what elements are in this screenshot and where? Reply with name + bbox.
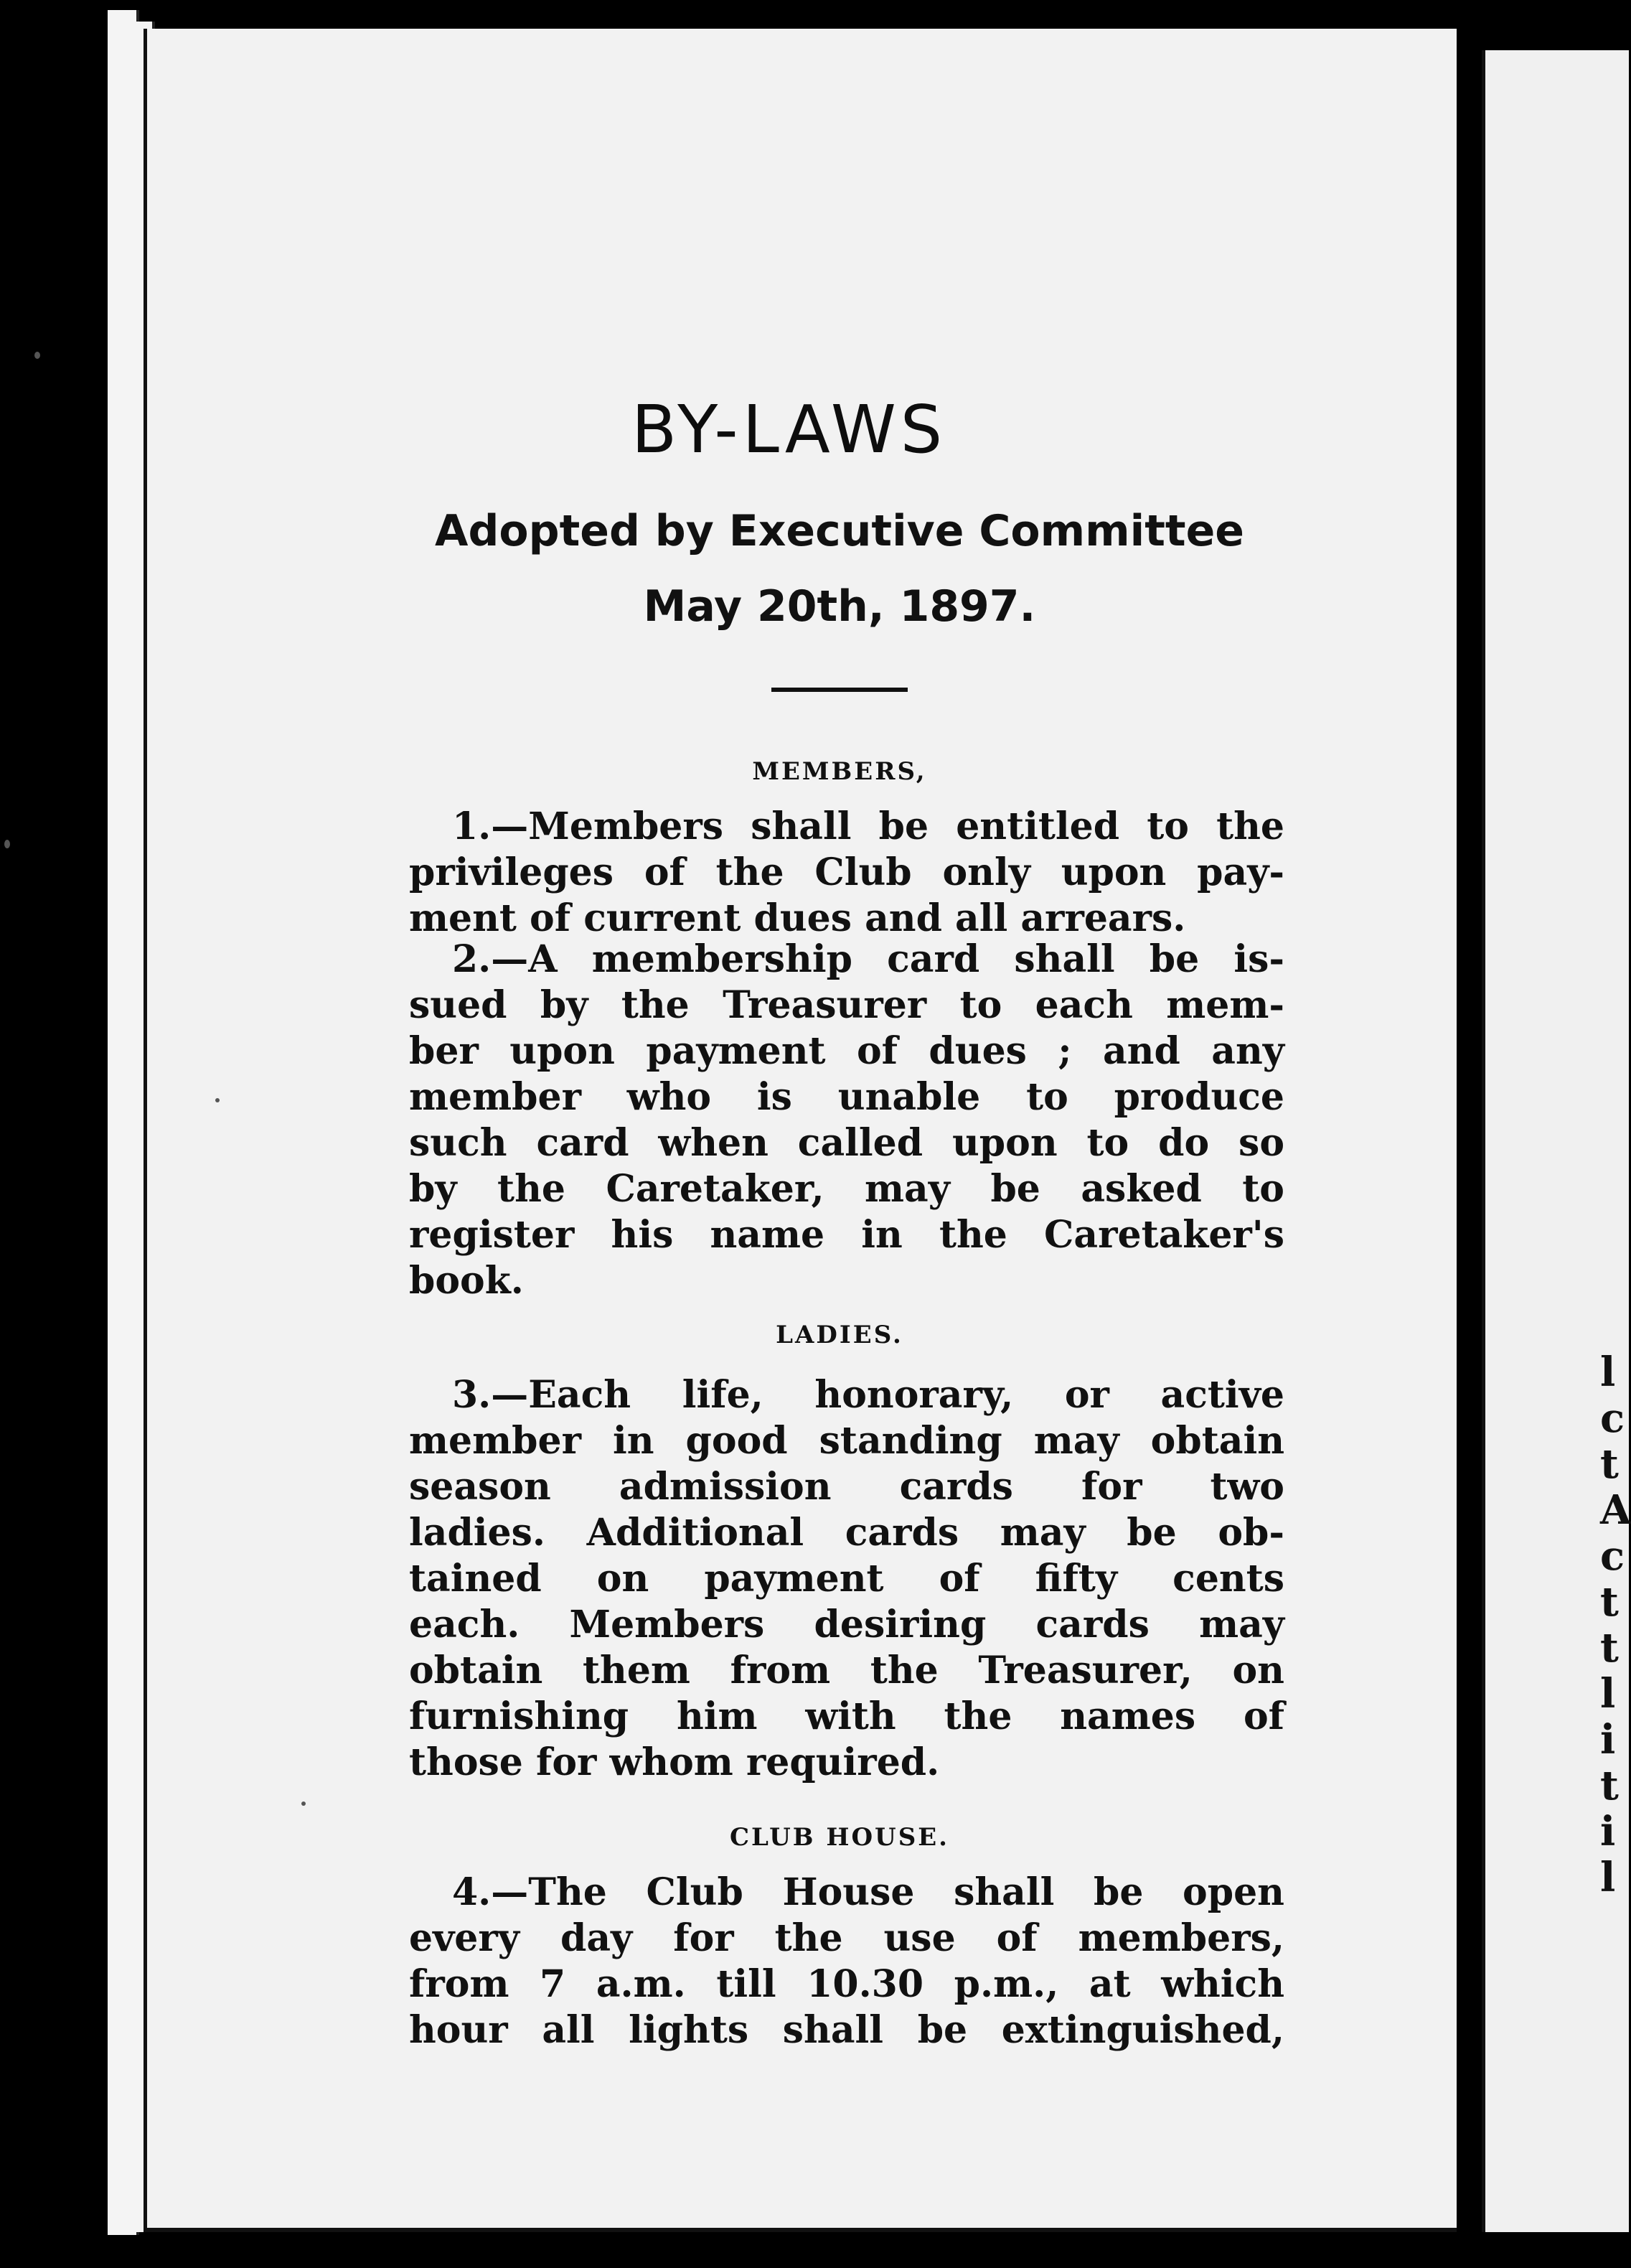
text-line: from 7 a.m. till 10.30 p.m., at which — [409, 1962, 1284, 2006]
scan-speck — [34, 352, 40, 359]
bylaw-4 — [409, 1870, 1284, 2053]
facing-page-text — [1600, 1349, 1631, 1901]
text-line: furnishing him with the names of — [409, 1695, 1284, 1738]
subtitle-committee: Adopted by Executive Committee — [435, 506, 1244, 556]
text-line: every day for the use of members, — [409, 1916, 1284, 1960]
facing-letter: l — [1600, 1670, 1616, 1718]
bylaw-1 — [409, 804, 1284, 942]
text-line: those for whom required. — [409, 1740, 940, 1784]
text-line: register his name in the Caretaker's — [409, 1213, 1284, 1257]
facing-page — [1482, 50, 1629, 2232]
text-line: 3.—Each life, honorary, or active — [452, 1373, 1284, 1417]
text-line: each. Members desiring cards may — [409, 1603, 1284, 1646]
text-line: such card when called upon to do so — [409, 1121, 1284, 1165]
section-heading-ladies: LADIES. — [776, 1321, 903, 1349]
text-line: ber upon payment of dues ; and any — [409, 1029, 1284, 1073]
scan-speck — [4, 840, 10, 848]
text-line: ment of current dues and all arrears. — [409, 896, 1186, 940]
facing-letter: t — [1600, 1440, 1619, 1488]
text-line: member who is unable to produce — [409, 1075, 1284, 1119]
facing-letter: l — [1600, 1854, 1616, 1901]
text-line: 1.—Members shall be entitled to the — [452, 805, 1284, 848]
text-line: by the Caretaker, may be asked to — [409, 1167, 1284, 1211]
text-line: ladies. Additional cards may be ob- — [409, 1511, 1284, 1555]
text-line: season admission cards for two — [409, 1465, 1284, 1509]
facing-letter: i — [1600, 1808, 1616, 1855]
text-line: 2.—A membership card shall be is- — [452, 937, 1284, 981]
subtitle-date: May 20th, 1897. — [643, 581, 1036, 632]
divider-rule — [771, 688, 908, 692]
facing-letter: t — [1600, 1762, 1619, 1809]
text-line: sued by the Treasurer to each mem- — [409, 983, 1284, 1027]
section-heading-members: MEMBERS, — [752, 757, 927, 786]
facing-letter: i — [1600, 1716, 1616, 1763]
scan-speck — [301, 1801, 306, 1806]
facing-letter: t — [1600, 1578, 1619, 1626]
scan-speck — [215, 1098, 220, 1102]
page-title: BY-LAWS — [631, 391, 947, 468]
facing-letter: A — [1600, 1486, 1631, 1534]
bylaw-2 — [409, 937, 1284, 1304]
bylaw-3 — [409, 1372, 1284, 1786]
text-line: privileges of the Club only upon pay- — [409, 851, 1284, 894]
facing-letter: c — [1600, 1395, 1625, 1442]
facing-letter: l — [1600, 1349, 1616, 1396]
text-line: obtain them from the Treasurer, on — [409, 1649, 1284, 1692]
text-line: hour all lights shall be extinguished, — [409, 2008, 1284, 2052]
section-heading-club-house: CLUB HOUSE. — [729, 1823, 950, 1852]
text-line: tained on payment of fifty cents — [409, 1557, 1284, 1601]
text-line: 4.—The Club House shall be open — [452, 1870, 1284, 1914]
text-line: member in good standing may obtain — [409, 1419, 1284, 1463]
facing-letter: t — [1600, 1624, 1619, 1672]
facing-letter: c — [1600, 1532, 1625, 1580]
text-line: book. — [409, 1259, 524, 1303]
